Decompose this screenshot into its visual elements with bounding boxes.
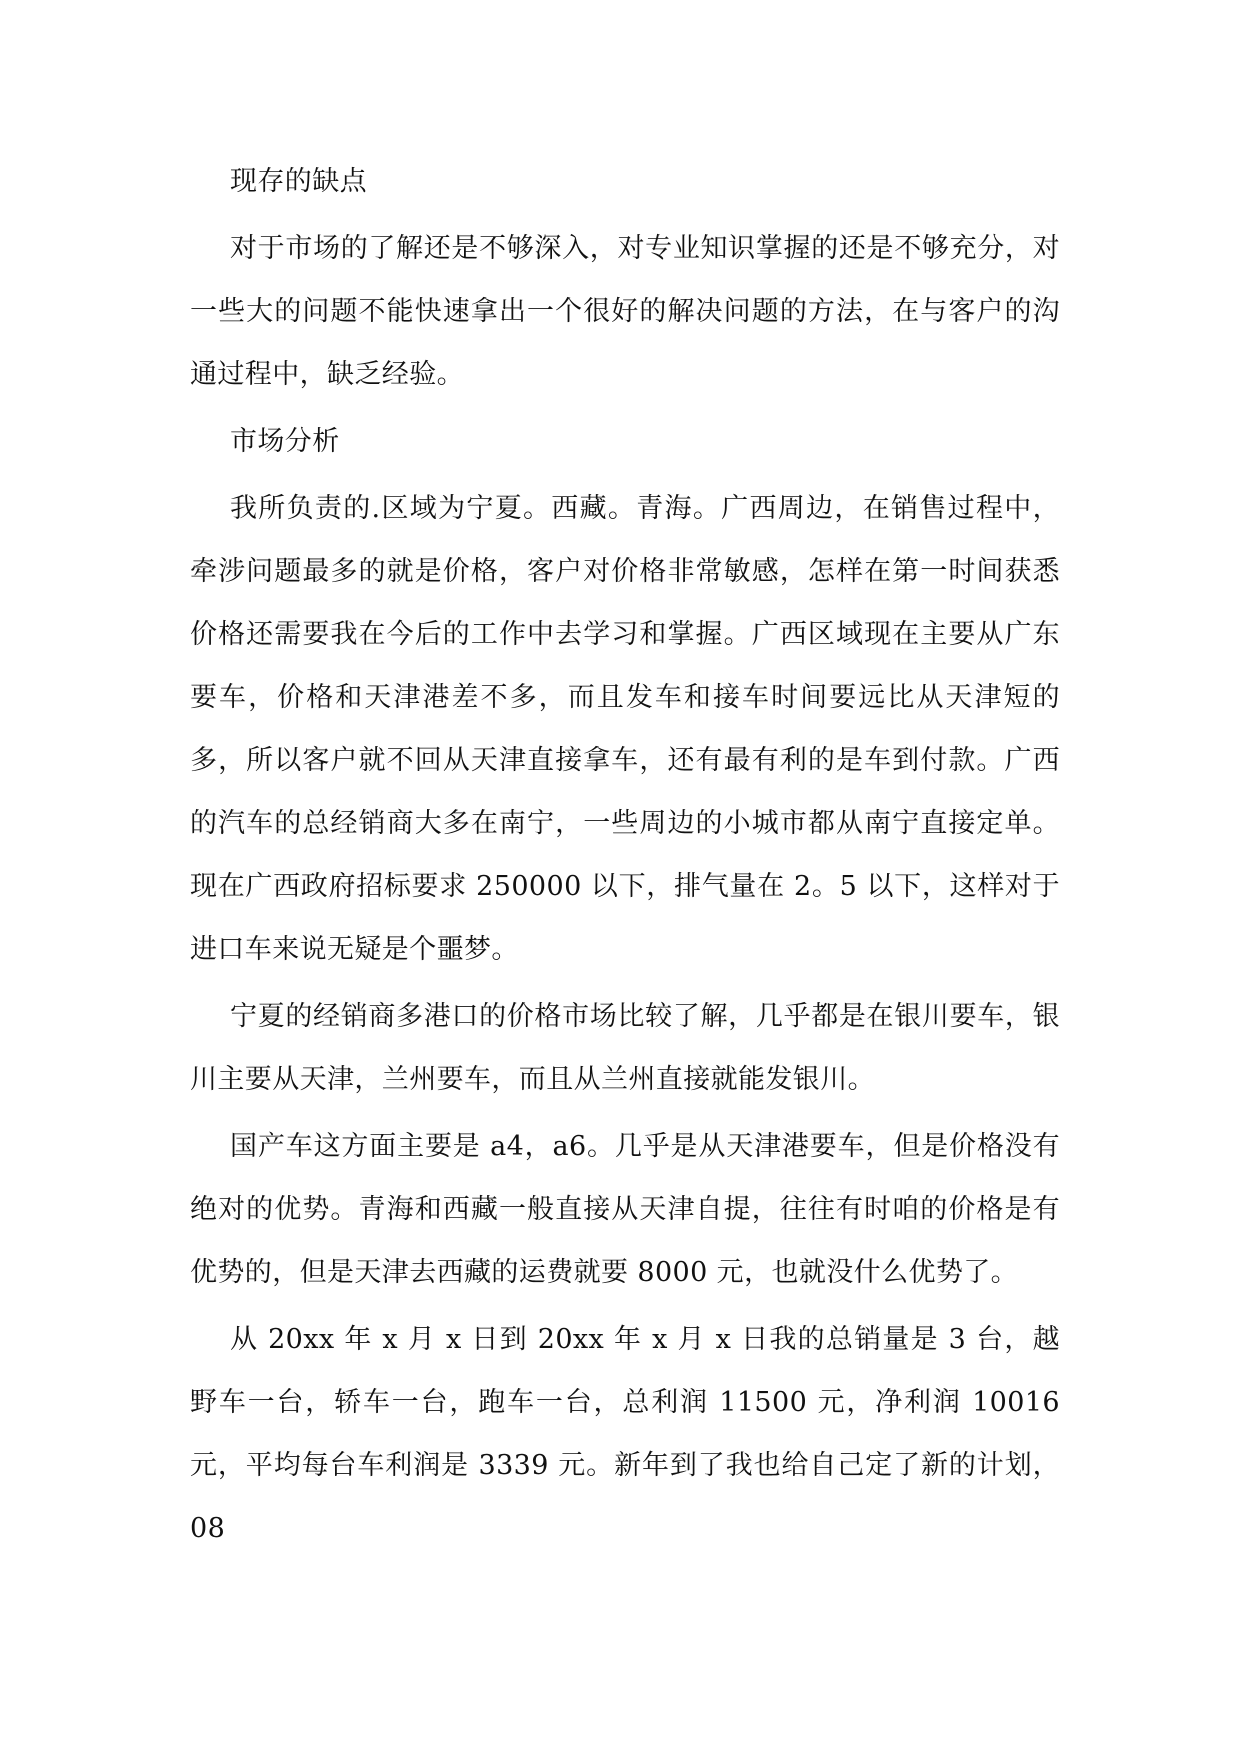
heading-market-analysis: 市场分析 xyxy=(230,426,340,457)
document-page xyxy=(190,150,1060,1560)
paragraph-domestic-cars: 国产车这方面主要是 a4，a6。几乎是从天津港要车，但是价格没有绝对的优势。青海和西藏一般直接从天津自提，往往有时咱的价格是有优势的，但是天津去西藏的运费就要 8000 元，也就没什么优势了。 xyxy=(190,1131,1060,1288)
paragraph-shortcomings: 对于市场的了解还是不够深入，对专业知识掌握的还是不够充分，对一些大的问题不能快速拿出一个很好的解决问题的方法，在与客户的沟通过程中，缺乏经验。 xyxy=(190,233,1060,390)
paragraph-region-pricing: 我所负责的.区域为宁夏。西藏。青海。广西周边，在销售过程中，牵涉问题最多的就是价格，客户对价格非常敏感，怎样在第一时间获悉价格还需要我在今后的工作中去学习和掌握。广西区域现在主要从广东要车，价格和天津港差不多，而且发车和接车时间要远比从天津短的多，所以客户就不回从天津直接拿车，还有最有利的是车到付款。广西的汽车的总经销商大多在南宁，一些周边的小城市都从南宁直接定单。现在广西政府招标要求 250000 以下，排气量在 2。5 以下，这样对于进口车来说无疑是个噩梦。 xyxy=(190,493,1060,965)
paragraph-ningxia: 宁夏的经销商多港口的价格市场比较了解，几乎都是在银川要车，银川主要从天津，兰州要车，而且从兰州直接就能发银川。 xyxy=(190,1001,1060,1095)
paragraph-sales-summary: 从 20xx 年 x 月 x 日到 20xx 年 x 月 x 日我的总销量是 3 台，越野车一台，轿车一台，跑车一台，总利润 11500 元，净利润 10016 元，平均每台车利润是 3339 元。新年到了我也给自己定了新的计划，08 xyxy=(190,1324,1060,1544)
heading-current-shortcomings: 现存的缺点 xyxy=(230,166,367,197)
